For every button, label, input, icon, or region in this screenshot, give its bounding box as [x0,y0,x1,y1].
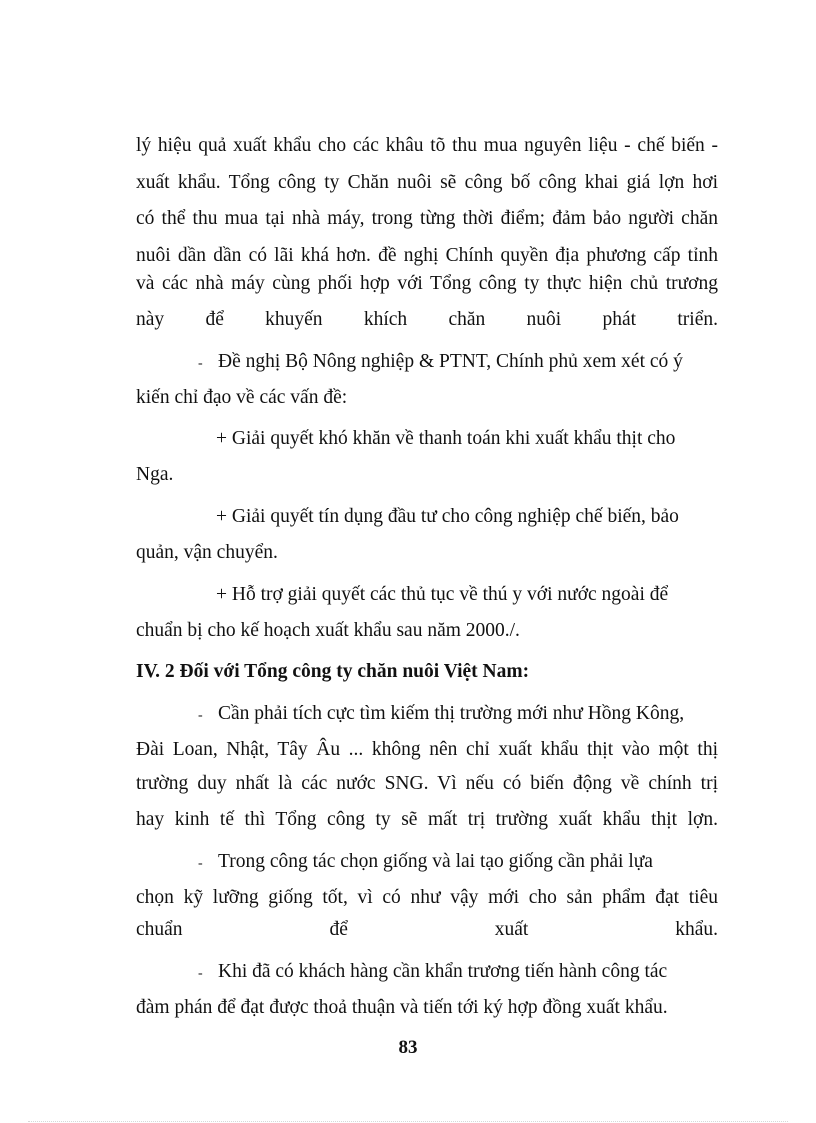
bullet-marker: - [198,856,203,871]
bullet-paragraph-line [198,350,718,376]
section-heading: IV. 2 Đối với Tổng công ty chăn nuôi Việt Nam: [136,661,530,682]
plus-item-line: + Giải quyết tín dụng đầu tư cho công nghiệp chế biến, bảo [216,506,679,527]
text-line: Trong công tác chọn giống và lai tạo giống cần phải lựa [218,851,653,872]
text-line: Cần phải tích cực tìm kiếm thị trường mới như Hồng Kông, [218,703,685,724]
bullet-marker: - [198,708,203,723]
text-line: hay kinh tế thì Tổng công ty sẽ mất trị trường xuất khẩu thịt lợn. [136,809,718,830]
text-line: chọn kỹ lưỡng giống tốt, vì có như vậy mới cho sản phẩm đạt tiêu [136,887,718,908]
text-line: chuẩn để xuất khẩu. [136,919,718,940]
text-line: nuôi dần dần có lãi khá hơn. đề nghị Chính quyền địa phương cấp tỉnh [136,245,718,266]
text-line: lý hiệu quả xuất khẩu cho các khâu tõ thu mua nguyên liệu - chế biến - [136,135,718,156]
plus-item-line: + Giải quyết khó khăn về thanh toán khi xuất khẩu thịt cho [216,428,676,449]
bullet-marker: - [198,356,203,371]
text-line: Đề nghị Bộ Nông nghiệp & PTNT, Chính phủ xem xét có ý [218,351,683,372]
page-number: 83 [398,1037,418,1058]
text-line: này để khuyến khích chăn nuôi phát triển. [136,309,718,330]
page-bottom-divider [28,1121,788,1122]
text-line: và các nhà máy cùng phối hợp với Tổng công ty thực hiện chủ trương [136,273,718,294]
plus-item-line: + Hỗ trợ giải quyết các thủ tục về thú y với nước ngoài để [216,584,669,605]
text-line: Nga. [136,464,174,485]
text-line: Khi đã có khách hàng cần khẩn trương tiến hành công tác [218,961,668,982]
text-line: trường duy nhất là các nước SNG. Vì nếu có biến động về chính trị [136,773,718,794]
text-line: kiến chỉ đạo về các vấn đề: [136,387,348,408]
text-line: chuẩn bị cho kế hoạch xuất khẩu sau năm 2000./. [136,620,520,641]
text-line: có thể thu mua tại nhà máy, trong từng thời điểm; đảm bảo người chăn [136,208,718,229]
text-line: xuất khẩu. Tổng công ty Chăn nuôi sẽ công bố công khai giá lợn hơi [136,172,718,193]
bullet-paragraph-line [198,702,718,728]
bullet-paragraph-line [198,960,718,986]
text-line: quản, vận chuyển. [136,542,278,563]
bullet-paragraph-line [198,850,718,876]
bullet-marker: - [198,966,203,981]
text-line: đàm phán để đạt được thoả thuận và tiến tới ký hợp đồng xuất khẩu. [136,997,668,1018]
text-line: Đài Loan, Nhật, Tây Âu ... không nên chỉ xuất khẩu thịt vào một thị [136,739,718,760]
